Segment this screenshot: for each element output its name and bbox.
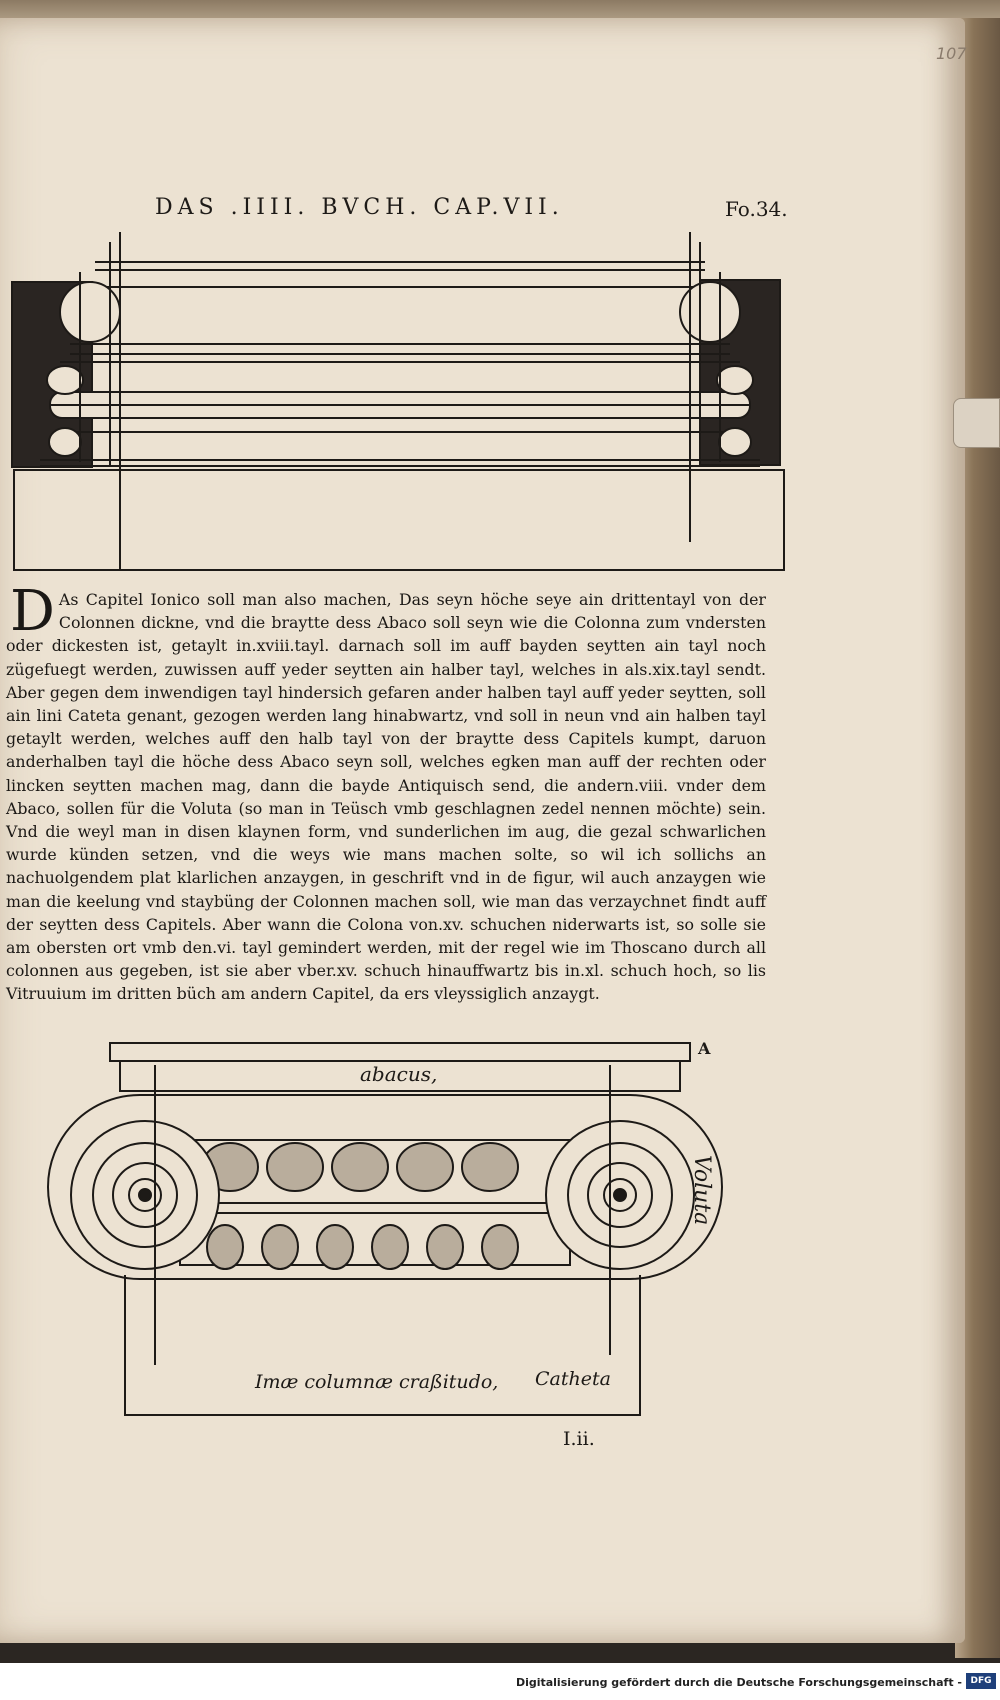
bead-row [207,1225,518,1269]
right-volute [546,1121,694,1269]
abacus-top-band [110,1043,690,1061]
label-voluta: Voluta [689,1155,714,1226]
label-catheta: Catheta [535,1368,611,1390]
column-width-box [125,1275,640,1415]
capital-side-elevation-figure [10,232,790,577]
main-text-block [6,579,766,1006]
main-paragraph: As Capitel Ionico soll man also machen, Das seyn höche seye ain drittentayl von der Colonnen dickne, vnd die braytte dess Abaco soll seyn wie die Colonna zum vndersten oder dickesten ist, getaylt in.xviii.tayl. darnach soll im auff bayden seytten ain tayl noch zügefuegt werden, zuwissen auff yeder seytten ain halber tayl, welches in als.xix.tayl sendt. Aber gegen dem inwendigen tayl hindersich gefaren ander halben tayl auff yeder seytten, soll ain lini Cateta genant, gezogen werden lang hinabwartz, vnd soll in neun vnd ain halben tayl getaylt werden, welches auff den halb tayl von der braytte dess Capitels kumpt, daruon anderhalben tayl die höche dess Abaco seyn soll, welches egken man auff der rechten oder lincken seytten machen mag, dann die bayde Antiquisch send, die andern.viii. vnder dem Abaco, sollen für die Voluta (so man in Teüsch vmb geschlagnen zedel nennen möchte) sein. Vnd die weyl man in disen klaynen form, vnd sunderlichen im aug, die gezal schwarlichen wurde künden setzen, vnd die weys wie mans machen solte, so wil ich sollichs an nachuolgendem plat klarlichen anzaygen, in geschrift vnd in de figur, wil auch anzaygen wie man die keelung vnd staybüng der Colonnen machen soll, wie man das verzaychnet findt auff der seytten dess Capitels. Aber wann die Colona von.xv. schuchen niderwarts ist, so solle sie am obersten ort vmb den.vi. tayl gemindert werden, mit der regel wie im Thoscano durch all colonnen aus gegeben, ist sie aber vber.xv. schuch hinauffwartz bis in.xl. schuch hoch, so lis Vitruuium im dritten büch am andern Capitel, da ers vleyssiglich anzaygt. [6,590,766,1004]
label-ima-columnae: Imæ columnæ craßitudo, [255,1371,499,1393]
label-abacus: abacus, [360,1062,438,1086]
egg-and-dart-row [202,1143,518,1191]
ionic-capital-figure [30,1035,750,1425]
drop-cap: D [10,579,55,644]
folio-number: Fo.34. [725,197,788,221]
left-volute [71,1121,219,1269]
pencil-folio-number: 107 [936,44,967,63]
digitization-credit: Digitalisierung gefördert durch die Deutsche Forschungsgemeinschaft - [515,1676,962,1689]
label-a: A [698,1039,711,1058]
signature-mark: I.ii. [563,1428,595,1450]
running-head: DAS .IIII. BVCH. CAP.VII. [155,195,564,220]
page-tab-marker [953,398,1000,448]
dfg-logo-icon: DFG [966,1673,996,1689]
